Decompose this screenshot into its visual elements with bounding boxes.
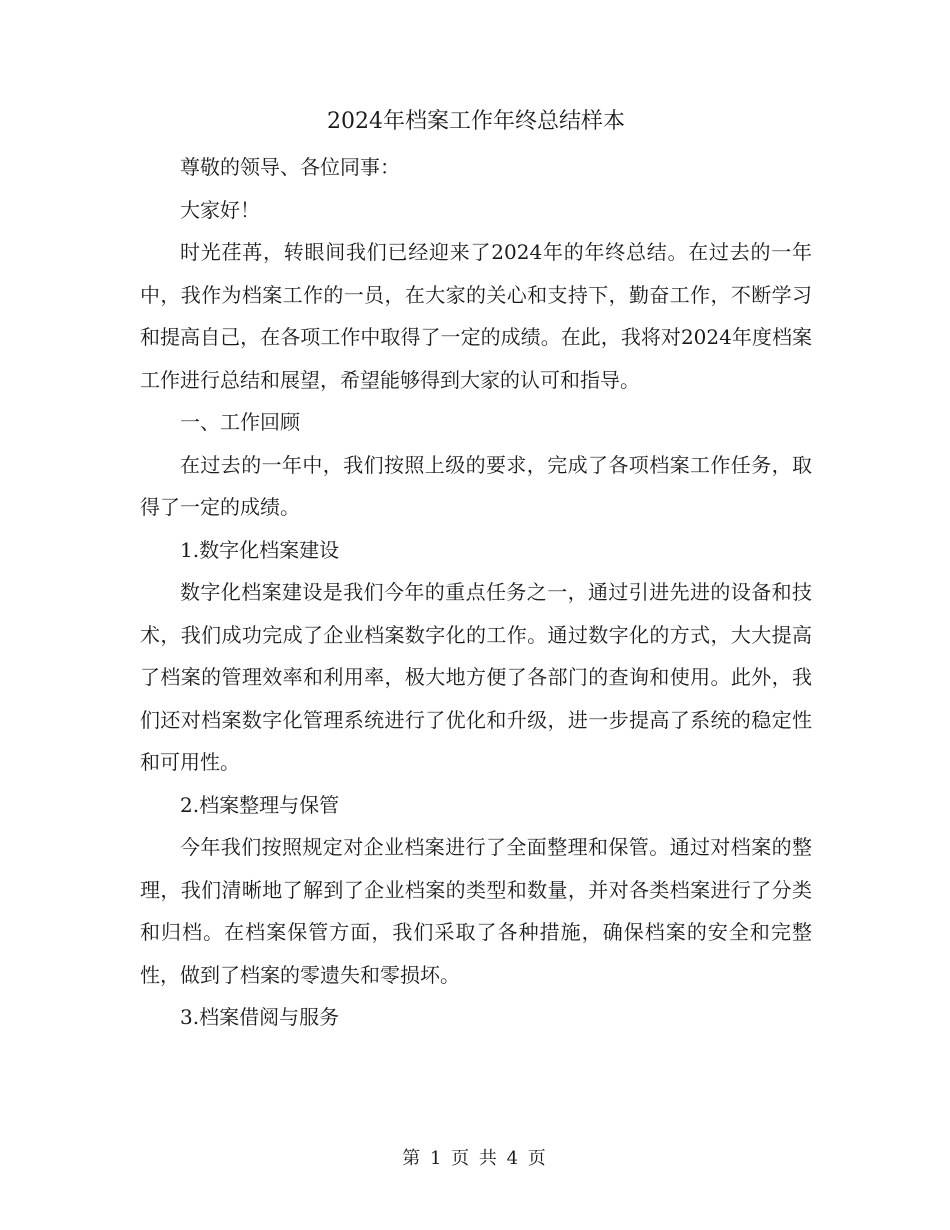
intro-paragraph: 时光荏苒，转眼间我们已经迎来了2024年的年终总结。在过去的一年中，我作为档案工作的一员，在大家的关心和支持下，勤奋工作，不断学习和提高自己，在各项工作中取得了一定的成绩。在此，我将对2024年度档案工作进行总结和展望，希望能够得到大家的认可和指导。 [140,240,812,392]
greeting: 尊敬的领导、各位同事： [180,155,400,179]
page-number: 第 1 页 共 4 页 [402,1148,548,1169]
document-title: 2024年档案工作年终总结样本 [327,109,625,134]
section-heading-review: 一、工作回顾 [180,410,300,434]
subheading-organization: 2.档案整理与保管 [180,792,340,817]
subheading-lending: 3.档案借阅与服务 [180,1005,340,1029]
digitization-paragraph: 数字化档案建设是我们今年的重点任务之一，通过引进先进的设备和技术，我们成功完成了企业档案数字化的工作。通过数字化的方式，大大提高了档案的管理效率和利用率，极大地方便了各部门的查询和使用。此外，我们还对档案数字化管理系统进行了优化和升级，进一步提高了系统的稳定性和可用性。 [140,580,812,774]
review-paragraph: 在过去的一年中，我们按照上级的要求，完成了各项档案工作任务，取得了一定的成绩。 [140,452,812,519]
organization-paragraph: 今年我们按照规定对企业档案进行了全面整理和保管。通过对档案的整理，我们清晰地了解到了企业档案的类型和数量，并对各类档案进行了分类和归档。在档案保管方面，我们采取了各种措施，确保档案的安全和完整性，做到了档案的零遗失和零损坏。 [140,835,812,987]
salutation: 大家好！ [180,197,260,222]
subheading-digitization: 1.数字化档案建设 [180,537,340,562]
document-body [140,100,812,1039]
